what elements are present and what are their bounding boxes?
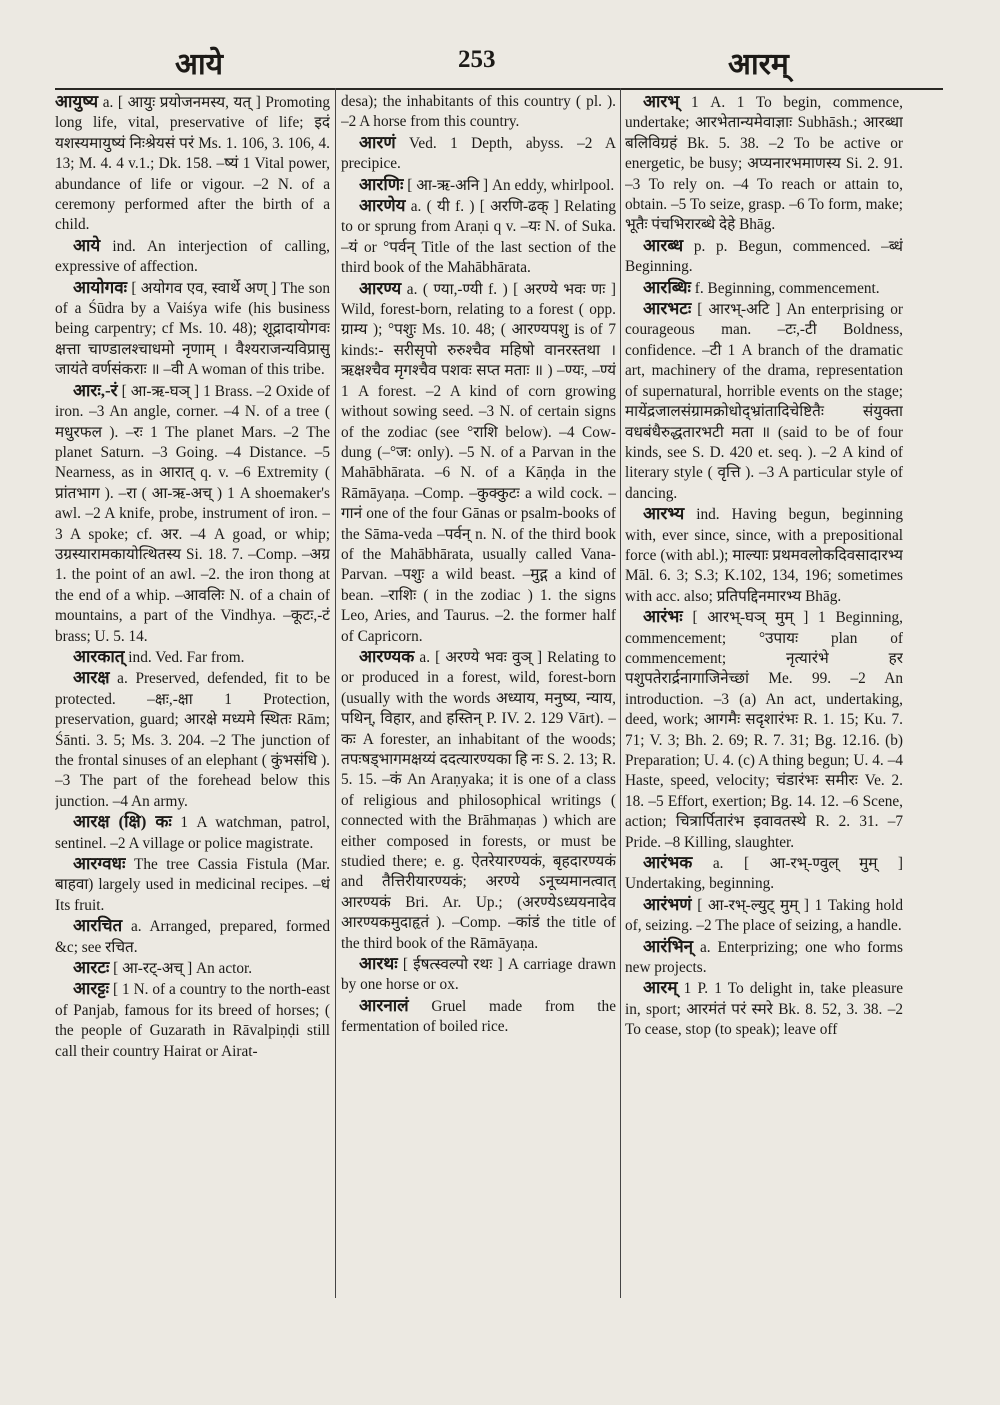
entry-definition: 1 A watchman, patrol, sentinel. –2 A village or police magistrate. (55, 814, 330, 852)
entry-headword: आरंभिन् (643, 936, 694, 956)
entry-definition: [ आ-ऋ-घञ् ] 1 Brass. –2 Oxide of iron. –3 An angle, corner. –4 N. of a tree ( मधुरफल ). –रः 1 The planet Mars. –2 The planet Saturn. –3 Going. –4 Distance. –5 Nearness, as in आरात् q. v. –6 Extremity ( प्रांतभाग ). –रा ( आ-ऋ-अच् ) 1 A shoemaker's awl. –2 A knife, probe, instrument of iron. –3 A spoke; cf. अर. –4 A goad, or whip; उग्रस्यारामकायोत्थितस्य Si. 18. 7. –Comp. –अग्र 1. the point of an awl. –2. the iron thong at the end of a whip. –आवलिः N. of a chain of mountains, a part of the Vindhya. –कूटः,-टं brass; U. 5. 14. (55, 382, 330, 645)
dictionary-entry (625, 92, 903, 236)
entry-definition: [ आरभ्-घञ् मुम् ] 1 Beginning, commencement; °उपायः plan of commencement; नृत्यारंभे हर पशुपतेरार्द्रनागाजिनेच्छां Me. 99. –2 An introduction. –3 (a) An act, undertaking, deed, work; आगमैः सदृशारंभः R. 1. 15; Ku. 7. 71; V. 3; Bh. 2. 69; R. 7. 31; Bg. 12.16. (b) Preparation; U. 4. (c) A thing begun; U. 4. –4 Haste, speed, velocity; चंडारंभः समीरः Ve. 2. 18. –5 Effort, exertion; Bg. 14. 12. –6 Scene, action; चित्रार्पितारंभ इवावतस्थे R. 2. 31. –7 Pride. –8 Killing, slaughter. (625, 609, 903, 851)
dictionary-entry (625, 236, 903, 278)
entry-definition: [ आरभ्-अटि ] An enterprising or courageous man. –टः,-टी Boldness, confidence. –टी 1 A branch of the dramatic art, machinery of the drama, representation of supernatural, horrible events on the stage; मायेंद्रजालसंग्रामक्रोधोद्भ्रांतादिचेष्टितैः संयुक्ता वधबंधैरुद्धतारभटी मता ॥ (said to be of four kinds, see S. D. 420 et. seq. ). –2 A kind of literary style ( वृत्ति ). –3 A particular style of dancing. (625, 301, 903, 502)
entry-headword: आरणेय (359, 196, 406, 216)
dictionary-entry (55, 92, 330, 236)
entry-headword: आरट्टः (73, 979, 110, 999)
dictionary-entry (55, 381, 330, 647)
dictionary-entry (625, 299, 903, 504)
dictionary-entry (55, 668, 330, 812)
entry-headword: आरणं (359, 132, 396, 152)
column-1 (55, 92, 330, 1372)
entry-headword: आरंभणं (643, 894, 692, 914)
dictionary-entry (625, 853, 903, 895)
entry-definition: [ आ-रभ्-ल्युट् मुम् ] 1 Taking hold of, seizing. –2 The place of seizing, a handle. (625, 896, 903, 935)
entry-definition: ind. An interjection of calling, expressive of affection. (55, 237, 330, 276)
entry-headword: आरंभः (643, 607, 683, 627)
column-divider (620, 88, 621, 1298)
dictionary-entry (55, 812, 330, 854)
entry-headword: आये (73, 235, 101, 255)
entry-headword: आरभ्य (643, 504, 685, 524)
dictionary-entry (341, 647, 616, 954)
entry-headword: आरभटः (643, 299, 692, 319)
dictionary-entry (625, 895, 903, 937)
entry-definition: ind. Ved. Far from. (124, 648, 245, 666)
dictionary-entry (55, 236, 330, 278)
entry-definition: [ ईषत्स्वल्पो रथः ] A carriage drawn by one horse or ox. (341, 956, 616, 994)
entry-definition: a. Arranged, prepared, formed &c; see रचित. (55, 918, 330, 956)
dictionary-entry (55, 647, 330, 668)
entry-headword: आरः,-रं (73, 380, 118, 400)
entry-definition: The tree Cassia Fistula (Mar. बाहवा) largely used in medicinal recipes. –धं Its fruit. (55, 856, 330, 914)
column-2 (341, 92, 616, 1372)
entry-definition: 1 P. 1 To delight in, take pleasure in, sport; आरमंतं परं स्मरे Bk. 8. 52, 3. 38. –2 To cease, stop (to speak); leave off (625, 980, 903, 1039)
entry-headword: आरटः (73, 958, 110, 978)
entry-definition: f. Beginning, commencement. (690, 279, 880, 297)
dictionary-entry (341, 196, 616, 279)
entry-definition: ind. Having begun, beginning with, ever since, since, with a prepositional force (with abl.); माल्याः प्रथमवलोकदिवसादारभ्य Māl. 6. 3; S.3; K.102, 134, 196; sometimes with acc. also; प्रतिपद्दिनमारभ्य Bhāg. (625, 506, 903, 605)
entry-headword: आरथः (359, 954, 398, 974)
entry-headword: आरम् (643, 978, 678, 998)
entry-headword: आरंभक (643, 853, 693, 873)
entry-headword: आरग्वधः (73, 854, 126, 874)
dictionary-entry (625, 504, 903, 607)
header-rule (55, 88, 943, 90)
entry-definition: Ved. 1 Depth, abyss. –2 A precipice. (341, 134, 616, 173)
running-head-left: आये (175, 47, 224, 82)
dictionary-entry (55, 916, 330, 958)
entry-definition: Gruel made from the fermentation of boiled rice. (341, 997, 616, 1036)
entry-headword: आरब्ध (643, 235, 684, 255)
dictionary-entry (341, 175, 616, 196)
running-head-right: आरम् (728, 47, 789, 82)
dictionary-entry (625, 607, 903, 853)
dictionary-entry (625, 978, 903, 1040)
entry-headword: आयोगवः (73, 277, 128, 297)
page-number: 253 (458, 46, 496, 73)
dictionary-entry (625, 937, 903, 979)
dictionary-entry (625, 278, 903, 299)
entry-headword: आरण्य (359, 278, 402, 298)
entry-headword: आरक्ष (क्षि) कः (73, 812, 172, 832)
entry-headword: आरकात् (73, 646, 125, 666)
entry-definition: [ अयोगव एव, स्वार्थे अण् ] The son of a Śūdra by a Vaiśya wife (his business being carpentry; cf Ms. 10. 48); शूद्रादायोगवः क्षत्ता चाण्डालश्चाधमो नृणाम् । वैश्यराजन्यविप्रासु जायंते वर्णसंकराः ॥ –वी A woman of this tribe. (55, 279, 330, 379)
entry-definition: p. p. Begun, commenced. –ब्धं Beginning. (625, 237, 903, 276)
dictionary-entry (341, 92, 616, 133)
entry-definition: a. [ अरण्ये भवः वुञ् ] Relating to or produced in a forest, wild, forest-born (usually with the words अध्याय, मनुष्य, न्याय, पथिन्, विहार, and हस्तिन् P. IV. 2. 129 Vārt). –कः A forester, an inhabitant of the woods; तपःषड्भागमक्षय्यं ददत्यारण्यका हि नः S. 2. 13; R. 5. 15. –कं An Araṇyaka; it is one of a class of religious and philosophical writings ( connected with the Brāhmaṇas ) which are either composed in forests, or must be studied there; e. g. ऐतरेयारण्यकं, बृहदारण्यकं and तैत्तिरीयारण्यकं; अरण्ये ऽनूच्यमानत्वात् आरण्यकं Bri. Ar. Up.; (अरण्येऽध्ययनादेव आरण्यकमुदाहृतं ). –Comp. –कांडं the title of the third book of the Rāmāyaṇa. (341, 648, 616, 952)
dictionary-entry (341, 996, 616, 1038)
entry-headword: आरभ् (643, 92, 680, 111)
entry-headword: आरण्यक (359, 646, 415, 666)
entry-definition: a. Preserved, defended, fit to be protected. –क्षः,-क्षा 1 Protection, preservation, guard; आरक्षे मध्यमे स्थितः Rām; Śānti. 3. 5; Ms. 3. 204. –2 The junction of the frontal sinuses of an elephant ( कुंभसंधि ). –3 The part of the forehead below this junction. –4 An army. (55, 670, 330, 810)
entry-headword: आरब्धिः (643, 277, 691, 297)
entry-headword: आरक्ष (73, 668, 110, 688)
entry-definition: a. Enterprizing; one who forms new projects. (625, 938, 903, 977)
entry-headword: आरचित (73, 916, 123, 936)
entry-definition: [ आ-ऋ-अनि ] An eddy, whirlpool. (403, 176, 615, 194)
entry-headword: आयुष्य (55, 92, 99, 111)
column-divider (335, 88, 336, 1298)
entry-definition: a. ( यी f. ) [ अरणि-ढक् ] Relating to or sprung from Araṇi q v. –यः N. of Suka. –यं or °पर्वन् Title of the last section of the third book of the Mahābhārata. (341, 198, 616, 277)
dictionary-entry (341, 954, 616, 996)
entry-definition: a. ( ण्या,-ण्यी f. ) [ अरण्ये भवः णः ] Wild, forest-born, relating to a forest ( opp. ग्राम्य ); °पशुः Ms. 10. 48; ( आरण्यपशु is of 7 kinds:- सरीसृपो रुरुश्चैव महिषो वानरस्तथा । ऋक्षश्चैव मृगश्चैव पशवः सप्त मताः ॥ ) –ण्यः, –ण्यं 1 A forest. –2 A kind of corn growing without sowing seed. –3 N. of certain signs of the zodiac (see °राशि below). –4 Cow-dung (–°ज: only). –5 N. of a Parvan in the Mahābhārata. –6 N. of a Kāṇḍa in the Rāmāyaṇa. –Comp. –कुक्कुटः a wild cock. –गानं one of the four Gānas or psalm-books of the Sāma-veda –पर्वन् n. N. of the third book of the Mahābhārata, usually called Vana-Parvan. –पशुः a wild beast. –मुद्ग a kind of bean. –राशिः ( in the zodiac ) 1. the signs Leo, Aries, and Taurus. –2. the former half of Capricorn. (341, 280, 616, 645)
entry-definition: a. [ आ-रभ्-ण्वुल् मुम् ] Undertaking, beginning. (625, 855, 903, 893)
entry-definition: a. [ आयुः प्रयोजनमस्य, यत् ] Promoting long life, vital, preservative of life; इदं यशस्यमायुष्यं निःश्रेयसं परं Ms. 1. 106, 3. 106, 4. 13; M. 4. 4 v.1.; Dk. 158. –ष्यं 1 Vital power, abundance of life or vigour. –2 N. of a ceremony performed after the birth of a child. (55, 94, 330, 234)
entry-headword: आरनालं (359, 995, 409, 1015)
dictionary-entry (55, 958, 330, 979)
dictionary-entry (55, 854, 330, 916)
entry-definition: [ आ-रट्-अच् ] An actor. (109, 960, 253, 978)
entry-definition: desa); the inhabitants of this country ( pl. ). –2 A horse from this country. (341, 93, 616, 131)
dictionary-entry (55, 278, 330, 381)
dictionary-entry (341, 133, 616, 175)
entry-definition: 1 A. 1 To begin, commence, undertake; आरभेतान्यमेवाज्ञाः Subhāsh.; आरब्धा बलिविग्रहं Bk. 5. 38. –2 To be active or energetic, be busy; अप्यनारभमाणस्य Si. 2. 91. –3 To rely on. –4 To reach or attain to, obtain. –5 To seize, grasp. –6 To form, make; भूतैः पंचभिरारब्धे देहे Bhāg. (625, 94, 903, 234)
column-3 (625, 92, 903, 1372)
entry-headword: आरणिः (359, 174, 404, 194)
dictionary-entry (341, 279, 616, 647)
dictionary-entry (55, 979, 330, 1062)
entry-definition: [ 1 N. of a country to the north-east of Panjab, famous for its breed of horses; ( the people of Guzarath in Rāvalpiṇḍi still call their country Hairat or Airat- (55, 981, 330, 1060)
